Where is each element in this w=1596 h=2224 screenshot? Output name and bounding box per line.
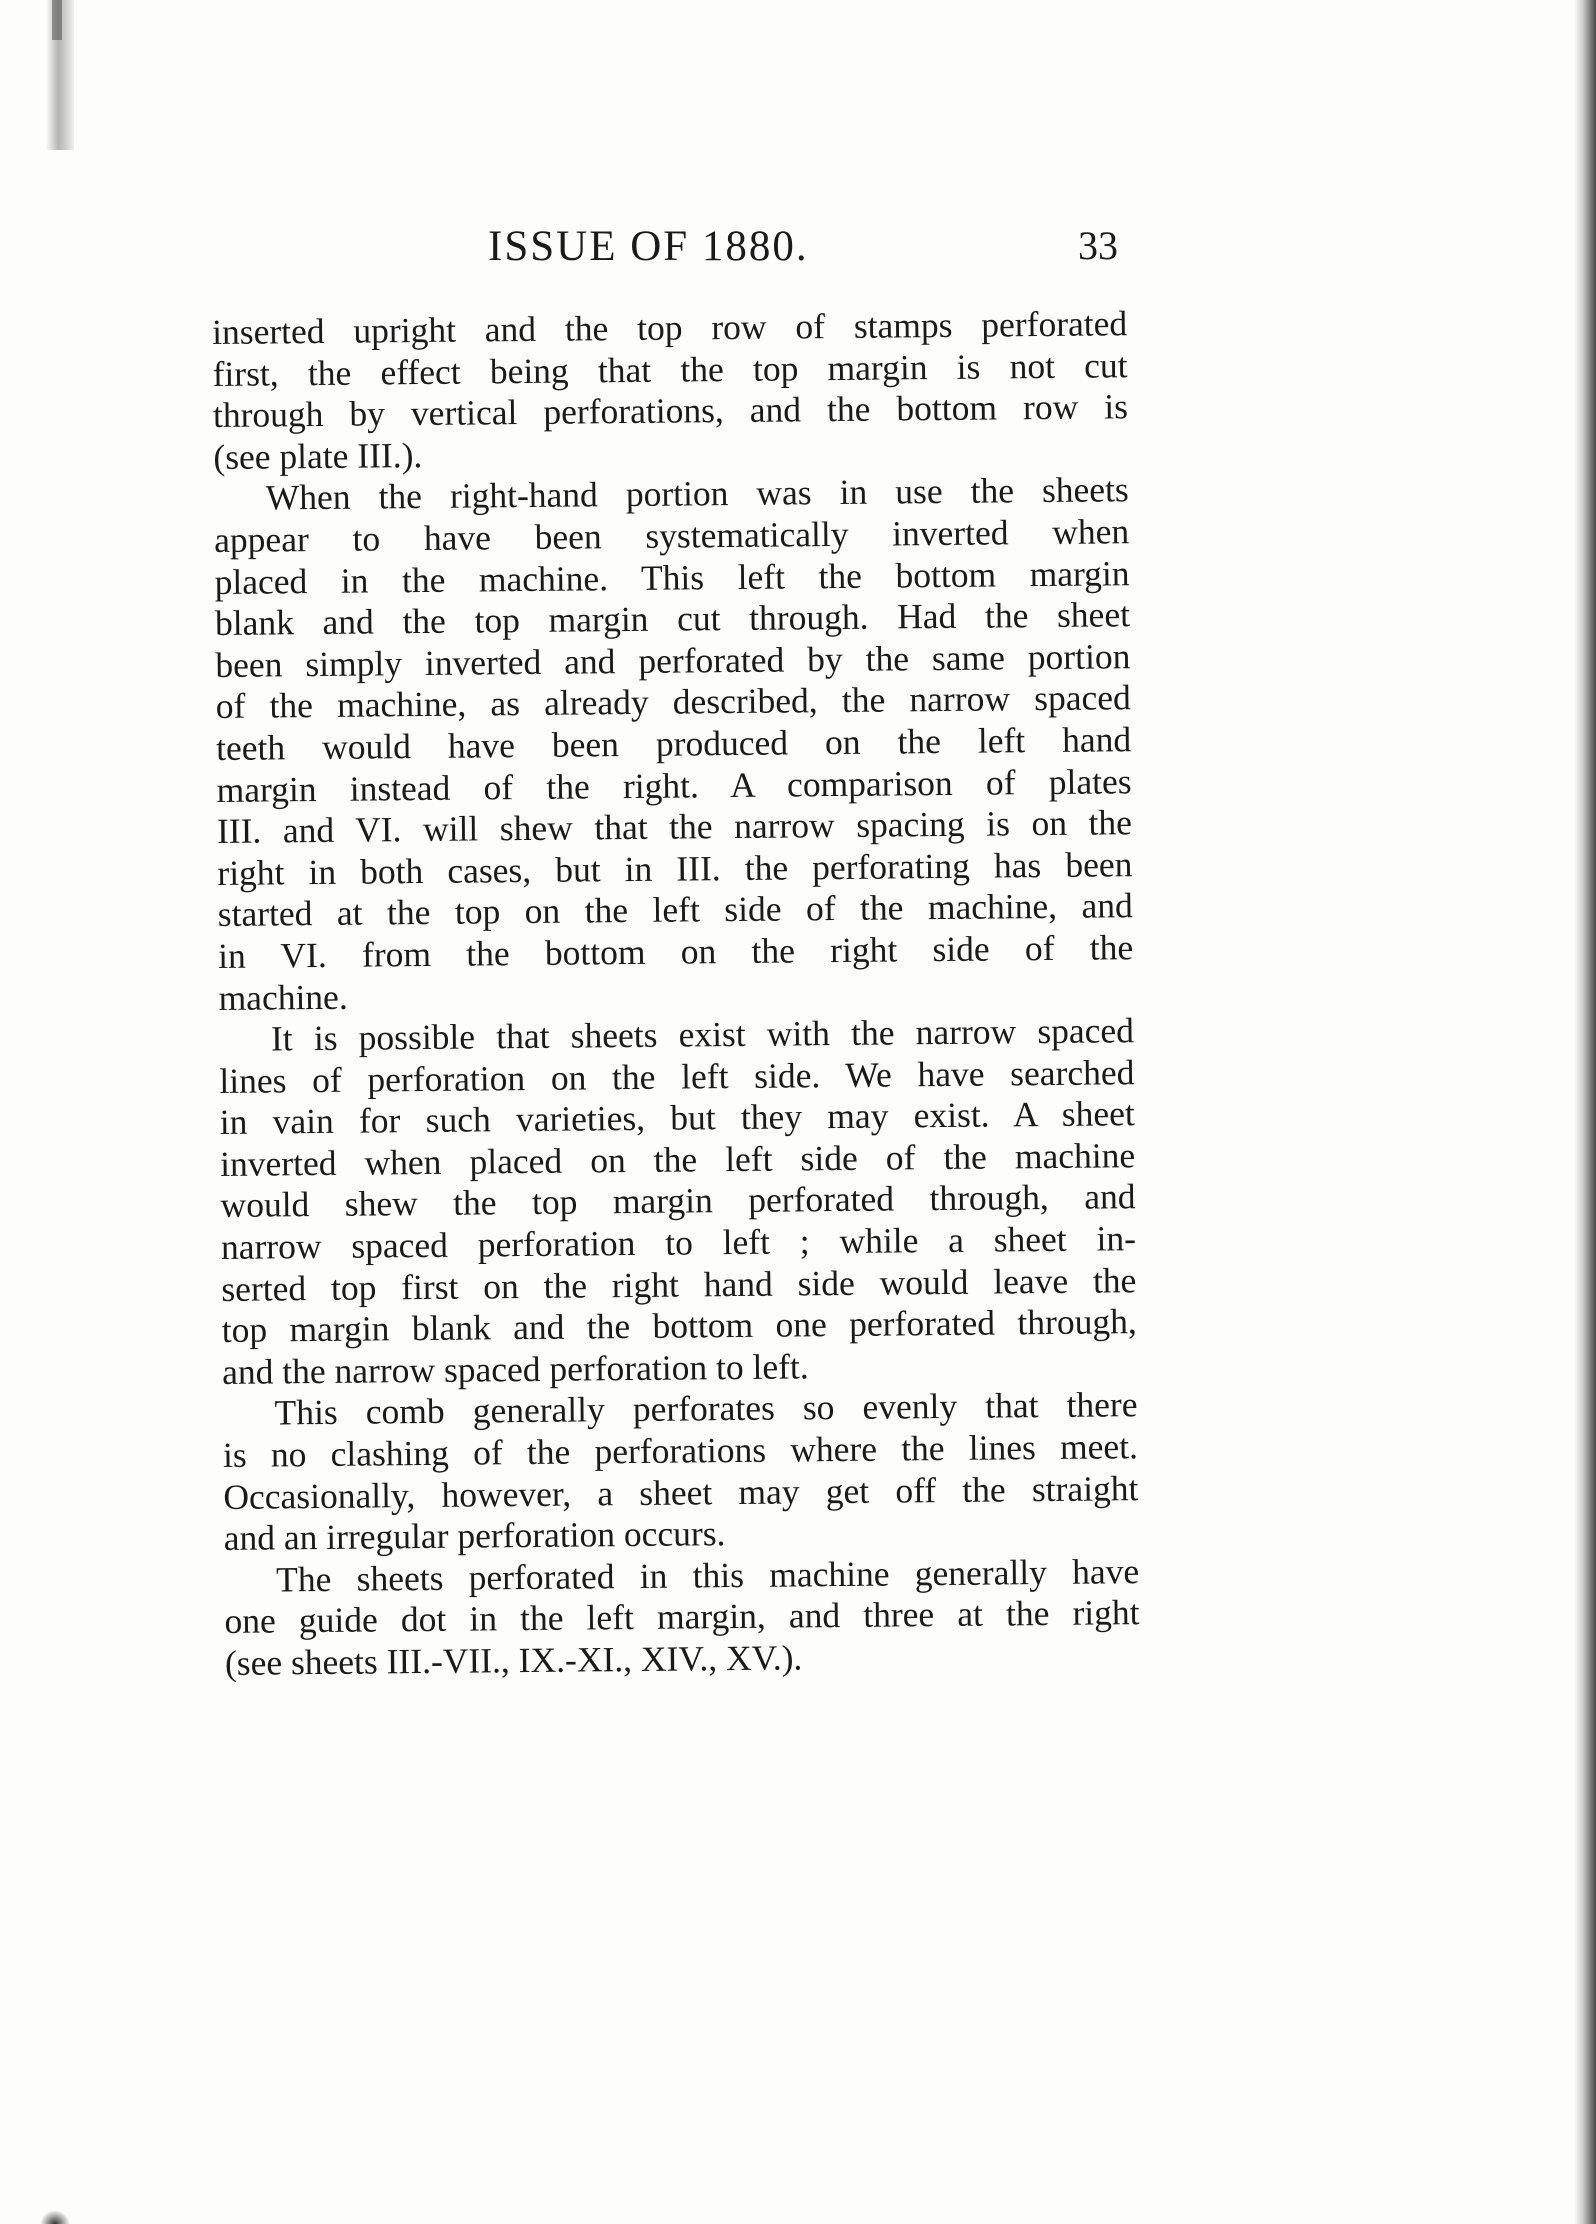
page-number: 33	[1078, 223, 1118, 268]
text-line: right in both cases, but in III. the perforating has been	[217, 843, 1133, 893]
text-line: serted top first on the right hand side would leave the	[221, 1259, 1137, 1309]
text-line: placed in the machine. This left the bottom margin	[214, 552, 1130, 602]
text-line: and the narrow spaced perforation to left.	[221, 1346, 809, 1392]
text-line: blank and the top margin cut through. Had the sheet	[214, 594, 1131, 644]
text-line: inverted when placed on the left side of the machine	[219, 1135, 1136, 1184]
text-line: in vain for such varieties, but they may exist. A sheet	[219, 1093, 1135, 1143]
page-header	[488, 222, 1118, 272]
text-line: When the right-hand portion was in use the sheets	[265, 469, 1129, 518]
text-line: is no clashing of the perforations where the lines meet.	[222, 1426, 1139, 1475]
text-line: in VI. from the bottom on the right side of the	[217, 927, 1134, 976]
text-line: appear to have been systematically inverted when	[213, 511, 1130, 560]
text-line: started at the top on the left side of the machine, and	[217, 885, 1133, 935]
binding-shadow-mark	[52, 0, 62, 40]
text-line: narrow spaced perforation to left ; while a sheet in-	[220, 1218, 1137, 1268]
text-line: margin instead of the right. A comparison of plates	[216, 760, 1132, 810]
running-title: ISSUE OF 1880.	[488, 223, 809, 270]
text-line: III. and VI. will shew that the narrow spacing is on the	[216, 802, 1133, 852]
text-line: would shew the top margin perforated through, and	[220, 1176, 1136, 1226]
text-line: It is possible that sheets exist with the narrow spaced	[270, 1010, 1135, 1059]
body-text	[212, 303, 1140, 1684]
text-line: and an irregular perforation occurs.	[223, 1513, 726, 1559]
text-line: (see sheets III.-VII., IX.-XI., XIV., XV.).	[224, 1637, 803, 1683]
page-edge-shadow	[1574, 0, 1596, 2224]
text-line: one guide dot in the left margin, and three at the right	[224, 1592, 1140, 1642]
text-line: top margin blank and the bottom one perforated through,	[221, 1301, 1137, 1351]
text-line: This comb generally perforates so evenly that there	[274, 1384, 1138, 1433]
text-line: first, the effect being that the top margin is not cut	[212, 344, 1128, 394]
text-line: Occasionally, however, a sheet may get off the straight	[223, 1467, 1139, 1517]
text-line: inserted upright and the top row of stamps perforated	[212, 303, 1128, 352]
text-line: teeth would have been produced on the left hand	[215, 719, 1132, 768]
text-line: been simply inverted and perforated by the same portion	[215, 635, 1131, 685]
text-line: machine.	[218, 976, 348, 1018]
text-line: lines of perforation on the left side. We have searched	[219, 1051, 1135, 1101]
text-line: The sheets perforated in this machine generally have	[275, 1550, 1140, 1600]
text-line: of the machine, as already described, the narrow spaced	[215, 677, 1131, 727]
scan-artifact	[40, 2210, 70, 2224]
text-line: through by vertical perforations, and the bottom row is	[212, 386, 1129, 436]
text-line: (see plate III.).	[213, 434, 423, 477]
